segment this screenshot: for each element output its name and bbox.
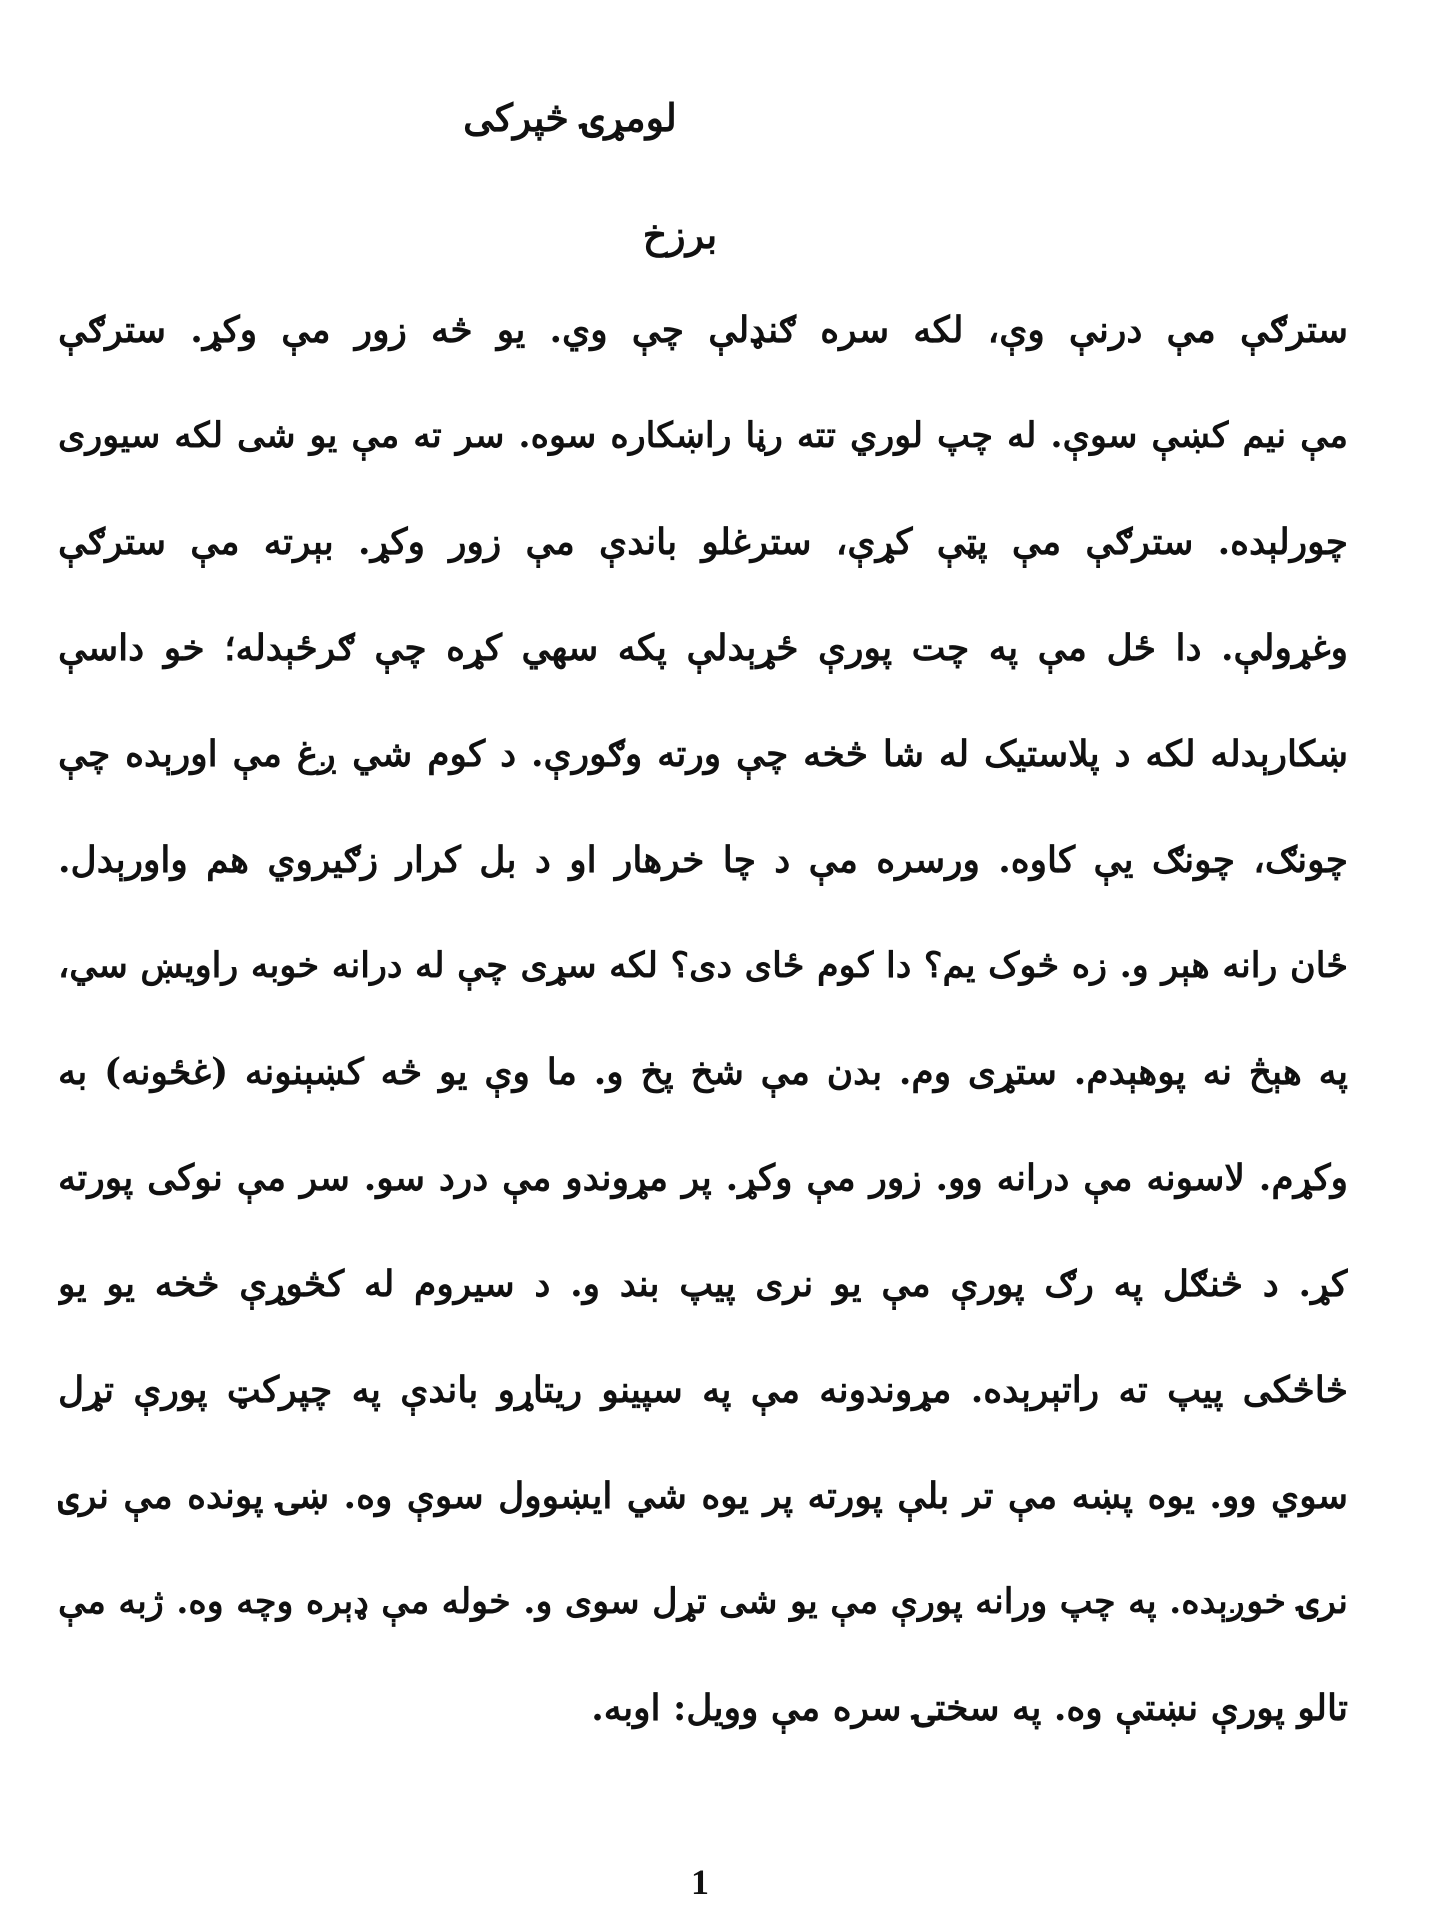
text-line: مې نیم کښې سوې. له چپ لوري تته رڼا راښکاره سوه. سر ته مې یو شی لکه سیوری [58, 415, 1348, 456]
page-number: 1 [691, 1862, 709, 1902]
text-line: وکړم. لاسونه مې درانه وو. زور مې وکړ. پر مړوندو مې درد سو. سر مې نوکی پورته [58, 1157, 1348, 1199]
text-line: چونګ، چونګ یې کاوه. ورسره مې د چا خرهار او د بل کرار زګیروي هم واورېدل. [58, 839, 1348, 881]
text-line: ځان رانه هېر و. زه څوک یم؟ دا کوم ځای دی؟ لکه سړی چې له درانه خوبه راویښ سي، [58, 945, 1348, 986]
text-line: څاڅکی پیپ ته راتېرېده. مړوندونه مې په سپینو ریتاړو باندې په چپرکټ پورې تړل [58, 1369, 1348, 1411]
body-paragraph [58, 302, 1348, 1786]
text-line: کړ. د څنګل په رګ پورې مې یو نری پیپ بند و. د سیروم له کڅوړې څخه یو یو [58, 1263, 1348, 1305]
text-line: سوي وو. یوه پښه مې تر بلې پورته پر یوه شي ایښوول سوې وه. ښۍ پونده مې نرۍ [58, 1475, 1348, 1517]
chapter-title: لومړۍ څپرکی [463, 95, 677, 140]
text-line: سترګې مې درنې وې، لکه سره ګنډلې چې وي. یو څه زور مې وکړ. سترګې [58, 309, 1348, 351]
text-line: ښکارېدله لکه د پلاستیک له شا څخه چې ورته وګورې. د کوم شي ږغ مې اورېده چې [58, 733, 1348, 775]
text-line: وغړولې. دا ځل مې په چت پورې ځړېدلې پکه سهي کړه چې ګرځېدله؛ خو داسې [58, 627, 1348, 669]
text-line: تالو پورې نښتې وه. په سختۍ سره مې وویل: اوبه. [591, 1687, 1348, 1729]
author-name: برزخ [642, 212, 718, 257]
text-line: نرۍ خوږېده. په چپ ورانه پورې مې یو شی تړل سوی و. خوله مې ډېره وچه وه. ژبه مې [58, 1581, 1348, 1622]
text-line: په هېڅ نه پوهېدم. ستړی وم. بدن مې شخ پخ و. ما وې یو څه کښېنونه (غځونه) به [58, 1051, 1348, 1093]
text-line: چورلېده. سترګې مې پټې کړې، سترغلو باندې مې زور وکړ. بېرته مې سترګې [58, 521, 1348, 563]
